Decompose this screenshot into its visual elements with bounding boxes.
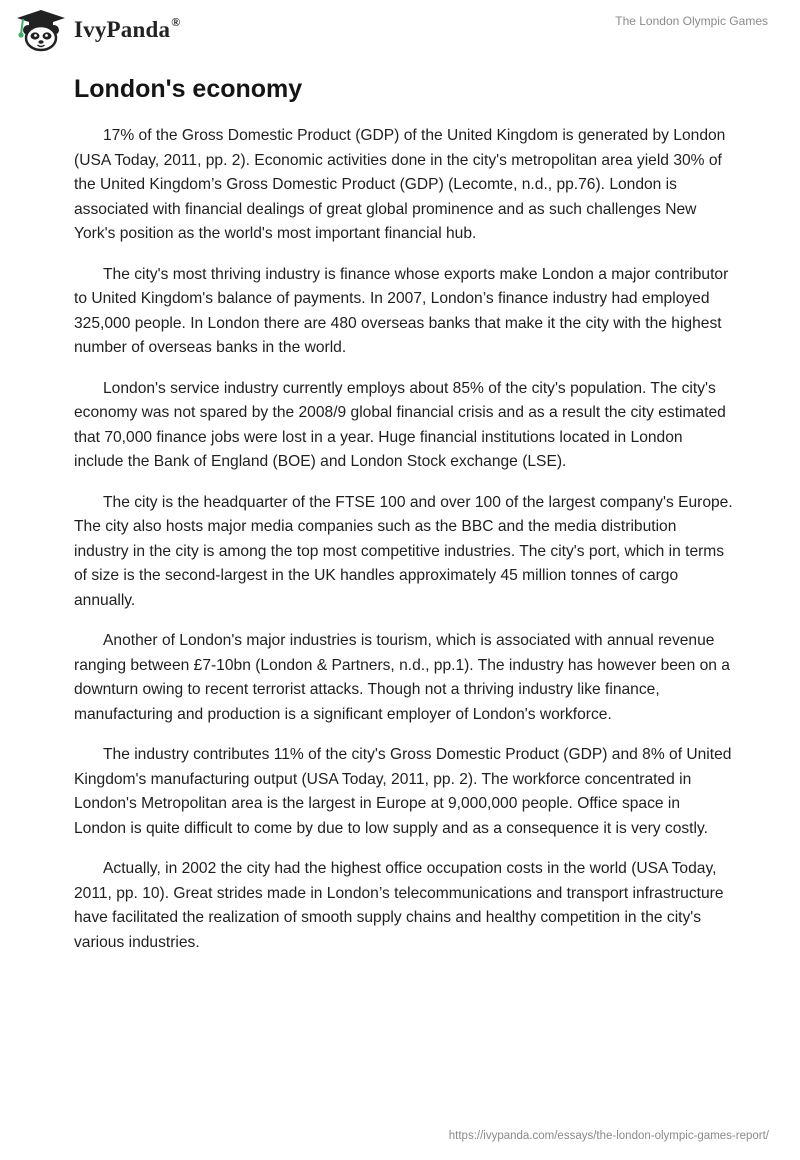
document-title: The London Olympic Games [615,14,768,28]
source-url-link[interactable]: https://ivypanda.com/essays/the-london-olympic-games-report/ [448,1130,769,1142]
paragraph: The industry contributes 11% of the city's Gross Domestic Product (GDP) and 8% of United Kingdom's manufacturing output (USA Today, 2011, pp. 2). The workforce concentrated in London's Metropolitan area is the largest in Europe at 9,000,000 people. Office space in London is quite difficult to come by due to low supply and as a consequence it is very costly. [74,746,732,837]
brand-logo[interactable] [14,8,180,52]
registered-mark: ® [171,15,181,30]
page-header [0,0,800,60]
paragraph: London's service industry currently employs about 85% of the city's population. The city's economy was not spared by the 2008/9 global financial crisis and as a result the city estimated that 70,000 finance jobs were lost in a year. Huge financial institutions located in London include the Bank of England (BOE) and London Stock exchange (LSE). [74,379,726,470]
paragraph: Another of London's major industries is tourism, which is associated with annual revenue ranging between £7-10bn (London & Partners, n.d., pp.1). The industry has however been on a downturn owing to recent terrorist attacks. Though not a thriving industry like finance, manufacturing and production is a significant employer of London's workforce. [74,632,730,723]
paragraph-list [74,124,734,955]
section-heading: London's economy [74,75,303,103]
panda-logo-icon [14,8,68,52]
paragraph: The city is the headquarter of the FTSE 100 and over 100 of the largest company's Europe. The city also hosts major media companies such as the BBC and the media distribution industry in the city is among the top most competitive industries. The city's port, which in terms of size is the second-largest in the UK handles approximately 45 million tonnes of cargo annually. [74,493,733,609]
brand-name: IvyPanda® [74,15,181,42]
paragraph: Actually, in 2002 the city had the highest office occupation costs in the world (USA Today, 2011, pp. 10). Great strides made in London’s telecommunications and transport infrastructure have facilitated the realization of smooth supply chains and healthy competition in the city's various industries. [74,860,724,951]
paragraph: 17% of the Gross Domestic Product (GDP) of the United Kingdom is generated by London (USA Today, 2011, pp. 2). Economic activities done in the city's metropolitan area yield 30% of the United Kingdom’s Gross Domestic Product (GDP) (Lecomte, n.d., pp.76). London is associated with financial dealings of great global prominence and as such challenges New York's position as the world's most important financial hub. [74,127,726,242]
paragraph: The city's most thriving industry is finance whose exports make London a major contributor to United Kingdom's balance of payments. In 2007, London’s finance industry had employed 325,000 people. In London there are 480 overseas banks that make it the city with the highest number of overseas banks in the world. [74,265,729,356]
essay-content [74,72,734,971]
